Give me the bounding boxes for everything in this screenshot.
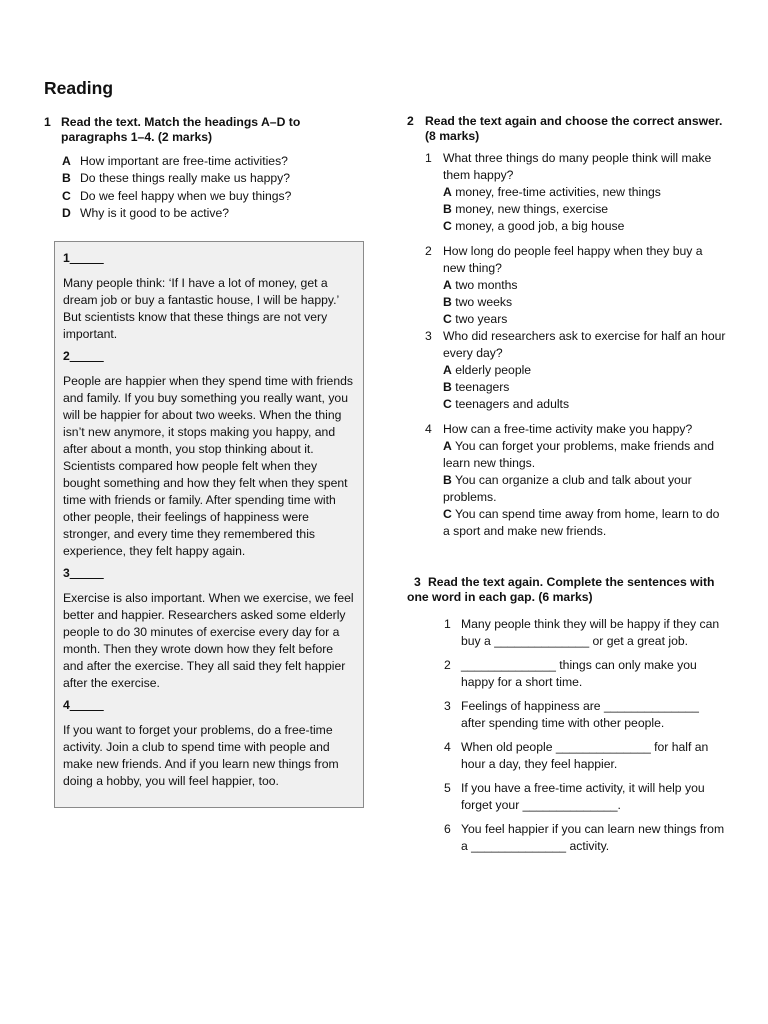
answer-choice[interactable]: C You can spend time away from home, learn to do a sport and make new friends. [443, 507, 720, 538]
multiple-choice-item: 3 Who did researchers ask to exercise for half an hour every day? A elderly people B teenagers C teenagers and adults [425, 329, 726, 411]
answer-blank[interactable]: _____ [69, 251, 104, 265]
gap-fill-sentence[interactable]: You feel happier if you can learn new things from a ______________ activity. [461, 822, 725, 853]
question-1-instruction: Read the text. Match the headings A–D to paragraphs 1–4. (2 marks) [61, 115, 301, 144]
item-question: How long do people feel happy when they buy a new thing? [443, 244, 703, 275]
multiple-choice-item: 2 How long do people feel happy when they buy a new thing? A two months B two weeks C two years [425, 243, 727, 328]
gap-fill-item: 6 You feel happier if you can learn new things from a ______________ activity. [444, 822, 725, 853]
question-2 [407, 114, 727, 546]
question-number: 2 [407, 114, 414, 128]
question-1-header [44, 115, 334, 145]
answer-choice[interactable]: C two years [443, 312, 508, 326]
answer-choice[interactable]: B money, new things, exercise [443, 202, 609, 216]
item-question: Who did researchers ask to exercise for half an hour every day? [443, 329, 726, 360]
heading-option: D Why is it good to be active? [62, 206, 230, 221]
paragraph-text: Many people think: ‘If I have a lot of money, get a dream job or buy a fantastic house, I will be happy.’ But scientists know that these things are not very important. [63, 276, 339, 341]
gap-fill-item: 5 If you have a free-time activity, it will help you forget your ______________. [444, 780, 726, 814]
paragraph-number: 1_____ [63, 251, 104, 265]
answer-choice[interactable]: C money, a good job, a big house [443, 219, 625, 233]
answer-choice[interactable]: A You can forget your problems, make friends and learn new things. [443, 439, 714, 470]
gap-fill-sentence[interactable]: ______________ things can only make you happy for a short time. [461, 658, 697, 689]
answer-choice[interactable]: A money, free-time activities, new things [443, 185, 661, 199]
answer-blank[interactable]: _____ [69, 566, 104, 580]
item-question: How can a free-time activity make you happy? [443, 422, 693, 436]
answer-choice[interactable]: B two weeks [443, 295, 513, 309]
question-number: 3 [414, 575, 421, 589]
multiple-choice-item: 1 What three things do many people think will make them happy? A money, free-time activities, new things B money, new things, exercise C money, a good job, a big house [425, 150, 727, 235]
answer-choice[interactable]: A elderly people [443, 363, 532, 377]
reading-text-box [54, 241, 364, 808]
question-3-instruction: Read the text again. Complete the sentences with one word in each gap. (6 marks) [407, 575, 715, 604]
paragraph-text: People are happier when they spend time with friends and family. If you buy something you really want, you will be happier for about two weeks. When the thing isn’t new anymore, it stops making you happy, and after about a month, you stop thinking about it. Scientists compared how people felt when they bought something and how they felt when they spent time with friends or family. After spending time with other people, their feelings of happiness were stronger, and every time they remembered this experience, they felt happy again. [63, 374, 353, 558]
gap-fill-item: 1 Many people think they will be happy if they can buy a ______________ or get a great job. [444, 616, 726, 650]
gap-fill-item: 2 ______________ things can only make you happy for a short time. [444, 657, 726, 691]
gap-fill-sentence[interactable]: When old people ______________ for half an hour a day, they feel happier. [461, 740, 709, 771]
paragraph-number: 4_____ [63, 698, 104, 712]
paragraph-text: If you want to forget your problems, do a free-time activity. Join a club to spend time with people and make new friends. And if you learn new things from doing a hobby, you will feel happier, too. [63, 723, 339, 788]
paragraph-number: 3_____ [63, 566, 104, 580]
paragraph-text: Exercise is also important. When we exercise, we feel better and happier. Researchers asked some elderly people to do 30 minutes of exercise every day for a month. Then they wrote down how they felt before and after the exercise. They all said they felt happier after the exercise. [63, 591, 354, 690]
question-number: 1 [44, 115, 51, 129]
question-2-header [407, 114, 727, 144]
answer-choice[interactable]: A two months [443, 278, 518, 292]
paragraph-number: 2_____ [63, 349, 104, 363]
question-3-header [407, 575, 727, 605]
answer-blank[interactable]: _____ [69, 698, 104, 712]
heading-option: A How important are free-time activities? [62, 154, 288, 168]
question-1 [44, 115, 334, 223]
question-2-items [425, 150, 727, 540]
heading-option: C Do we feel happy when we buy things? [62, 188, 292, 203]
heading-option: B Do these things really make us happy? [62, 171, 291, 186]
gap-fill-sentence[interactable]: Feelings of happiness are ______________ after spending time with other people. [461, 699, 699, 730]
heading-options [62, 153, 334, 223]
multiple-choice-item: 4 How can a free-time activity make you happy? A You can forget your problems, make friends and learn new things. B You can organize a club and talk about your problems. C You can spend time away from home, learn to do a sport and make new friends. [425, 421, 727, 540]
answer-choice[interactable]: B You can organize a club and talk about your problems. [443, 473, 692, 504]
gap-fill-item: 3 Feelings of happiness are ______________ after spending time with other people. [444, 698, 726, 732]
gap-fill-sentence[interactable]: Many people think they will be happy if they can buy a ______________ or get a great job. [461, 617, 720, 648]
question-3-items [444, 616, 726, 855]
item-question: What three things do many people think will make them happy? [443, 151, 712, 182]
page-title: Reading [44, 78, 114, 98]
answer-choice[interactable]: C teenagers and adults [443, 397, 570, 411]
gap-fill-item: 4 When old people ______________ for half an hour a day, they feel happier. [444, 739, 726, 773]
answer-blank[interactable]: _____ [69, 349, 104, 363]
gap-fill-sentence[interactable]: If you have a free-time activity, it will help you forget your ______________. [461, 781, 705, 812]
question-2-instruction: Read the text again and choose the correct answer. (8 marks) [425, 114, 723, 143]
answer-choice[interactable]: B teenagers [443, 380, 510, 394]
question-3 [407, 575, 727, 862]
